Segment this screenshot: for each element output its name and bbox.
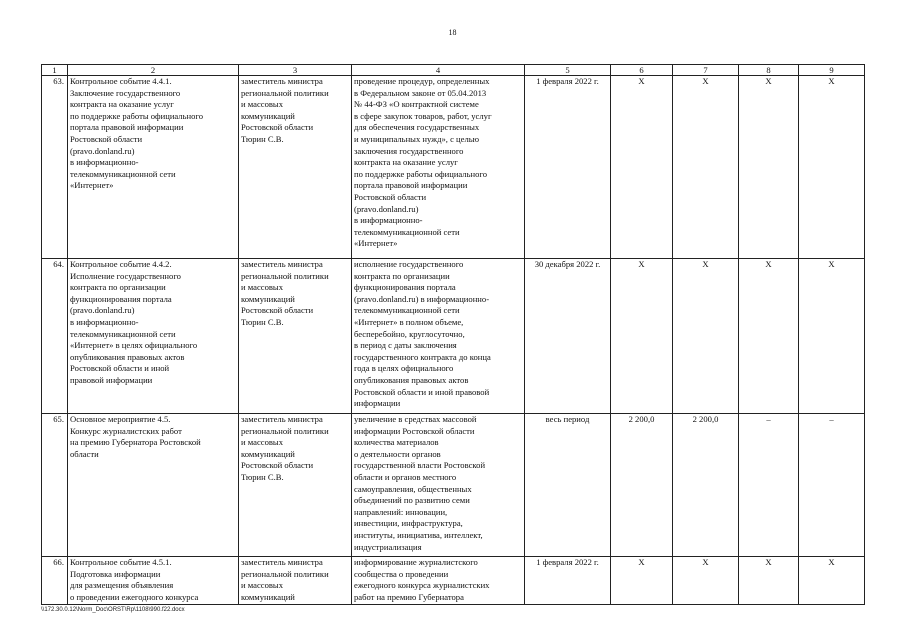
responsible-person: заместитель министра региональной политики и массовых коммуникаций Ростовской области Тюрин С.В.: [239, 414, 352, 557]
deadline: весь период: [525, 414, 611, 557]
deadline: 30 декабря 2022 г.: [525, 259, 611, 414]
expected-result: информирование журналистского сообщества о проведении ежегодного конкурса журналистских работ на премию Губернатора: [352, 557, 525, 605]
table-row: [42, 76, 865, 259]
responsible-person: заместитель министра региональной политики и массовых коммуникаций Ростовской области Тюрин С.В.: [239, 76, 352, 259]
event-name: Контрольное событие 4.4.1. Заключение государственного контракта на оказание услуг по поддержке работы официального портала правовой информации Ростовской области (pravo.donland.ru) в информационно- телекоммуникационной сети «Интернет»: [68, 76, 239, 259]
header-col-5: 5: [525, 65, 611, 76]
table-row: [42, 414, 865, 557]
col-7-value: Х: [673, 76, 739, 259]
header-row: [42, 65, 865, 76]
header-col-9: 9: [799, 65, 865, 76]
col-7-value: Х: [673, 259, 739, 414]
header-col-6: 6: [611, 65, 673, 76]
header-col-2: 2: [68, 65, 239, 76]
row-number: 64.: [42, 259, 68, 414]
expected-result: проведение процедур, определенных в Федеральном законе от 05.04.2013 № 44-ФЗ «О контрактной системе в сфере закупок товаров, работ, услуг для обеспечения государственных и муниципальных нужд», с целью заключения государственного контракта на оказание услуг по поддержке работы официального портала правовой информации Ростовской области (pravo.donland.ru) в информационно- телекоммуникационной сети «Интернет»: [352, 76, 525, 259]
header-col-7: 7: [673, 65, 739, 76]
col-7-value: Х: [673, 557, 739, 605]
col-6-value: Х: [611, 76, 673, 259]
col-6-value: Х: [611, 557, 673, 605]
col-9-value: Х: [799, 76, 865, 259]
header-col-3: 3: [239, 65, 352, 76]
row-number: 65.: [42, 414, 68, 557]
event-name: Контрольное событие 4.4.2. Исполнение государственного контракта по организации функционирования портала (pravo.donland.ru) в информационно- телекоммуникационной сети «Интернет» в целях официального опубликования правовых актов Ростовской области и иной правовой информации: [68, 259, 239, 414]
responsible-person: заместитель министра региональной политики и массовых коммуникаций Ростовской области Тюрин С.В.: [239, 259, 352, 414]
responsible-person: заместитель министра региональной политики и массовых коммуникаций: [239, 557, 352, 605]
col-8-value: Х: [739, 557, 799, 605]
page-number: 18: [448, 28, 457, 37]
header-col-8: 8: [739, 65, 799, 76]
col-9-value: Х: [799, 557, 865, 605]
expected-result: увеличение в средствах массовой информации Ростовской области количества материалов о деятельности органов государственной власти Ростовской области и органов местного самоуправления, общественных объединений по развитию семи направлений: инновации, инвестиции, инфраструктура, институты, инициатива, интеллект, индустриализация: [352, 414, 525, 557]
program-events-table: [41, 64, 865, 605]
row-number: 63.: [42, 76, 68, 259]
header-col-4: 4: [352, 65, 525, 76]
document-file-path: \\172.30.0.12\Norm_Doc\ORST\Rp\1108\990.f22.docx: [41, 607, 185, 613]
col-9-value: Х: [799, 259, 865, 414]
event-name: Основное мероприятие 4.5. Конкурс журналистских работ на премию Губернатора Ростовской области: [68, 414, 239, 557]
event-name: Контрольное событие 4.5.1. Подготовка информации для размещения объявления о проведении ежегодного конкурса: [68, 557, 239, 605]
deadline: 1 февраля 2022 г.: [525, 557, 611, 605]
table-row: [42, 259, 865, 414]
row-number: 66.: [42, 557, 68, 605]
col-8-value: –: [739, 414, 799, 557]
col-8-value: Х: [739, 259, 799, 414]
col-6-value: 2 200,0: [611, 414, 673, 557]
col-6-value: Х: [611, 259, 673, 414]
col-8-value: Х: [739, 76, 799, 259]
expected-result: исполнение государственного контракта по организации функционирования портала (pravo.donland.ru) в информационно- телекоммуникационной сети «Интернет» в полном объеме, бесперебойно, круглосуточно, в период с даты заключения государственного контракта до конца года в целях официального опубликования правовых актов Ростовской области и иной правовой информации: [352, 259, 525, 414]
table-row: [42, 557, 865, 605]
col-9-value: –: [799, 414, 865, 557]
deadline: 1 февраля 2022 г.: [525, 76, 611, 259]
header-col-1: 1: [42, 65, 68, 76]
col-7-value: 2 200,0: [673, 414, 739, 557]
